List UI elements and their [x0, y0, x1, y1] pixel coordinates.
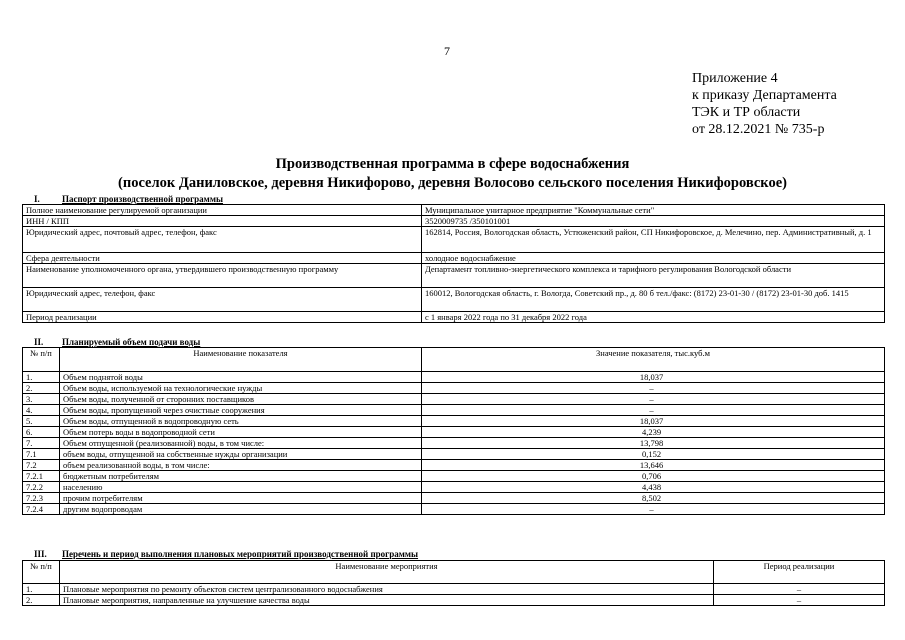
appendix-line-3: ТЭК и ТР области [692, 105, 801, 120]
indicator-name: Объем потерь воды в водопроводной сети [60, 427, 422, 438]
table-row [23, 383, 885, 394]
indicator-value: 4,438 [422, 482, 885, 493]
indicator-name: Объем воды, отпущенной в водопроводную сеть [60, 416, 422, 427]
document-subtitle: (поселок Даниловское, деревня Никифорово, деревня Волосово сельского поселения Никифоровское) [118, 175, 787, 191]
indicator-name: Объем воды, пропущенной через очистные сооружения [60, 405, 422, 416]
indicator-value: 18,037 [422, 416, 885, 427]
passport-value: Департамент топливно-энергетического комплекса и тарифного регулирования Вологодской области [422, 264, 885, 288]
column-header-number: № п/п [23, 348, 60, 372]
section-3-number: III. [34, 549, 47, 559]
passport-label: Наименование уполномоченного органа, утвердившего производственную программу [23, 264, 422, 288]
row-number: 2. [23, 595, 60, 606]
row-number: 7.1 [23, 449, 60, 460]
passport-value: 3520009735 /350101001 [422, 216, 885, 227]
table-row [23, 504, 885, 515]
table-row [23, 372, 885, 383]
table-row [23, 427, 885, 438]
measure-name: Плановые мероприятия, направленные на улучшение качества воды [60, 595, 714, 606]
table-row [23, 405, 885, 416]
table-row [23, 253, 885, 264]
table-row [23, 288, 885, 312]
indicator-value: – [422, 383, 885, 394]
section-1-heading [34, 194, 223, 204]
section-2-title: Планируемый объем подачи воды [62, 337, 201, 347]
passport-label: Сфера деятельности [23, 253, 422, 264]
passport-label: ИНН / КПП [23, 216, 422, 227]
passport-table [22, 204, 885, 323]
indicator-value: – [422, 405, 885, 416]
table-row [23, 394, 885, 405]
appendix-line-1: Приложение 4 [692, 71, 778, 86]
row-number: 7. [23, 438, 60, 449]
measure-period: – [714, 584, 885, 595]
column-header-period: Период реализации [714, 561, 885, 584]
measure-name: Плановые мероприятия по ремонту объектов систем централизованного водоснабжения [60, 584, 714, 595]
indicator-name: Объем поднятой воды [60, 372, 422, 383]
indicator-name: прочим потребителям [60, 493, 422, 504]
row-number: 4. [23, 405, 60, 416]
indicator-value: 8,502 [422, 493, 885, 504]
passport-label: Период реализации [23, 312, 422, 323]
row-number: 2. [23, 383, 60, 394]
column-header-indicator: Наименование показателя [60, 348, 422, 372]
table-row [23, 482, 885, 493]
table-row [23, 460, 885, 471]
indicator-value: 0,706 [422, 471, 885, 482]
indicator-value: 13,646 [422, 460, 885, 471]
passport-label: Юридический адрес, почтовый адрес, телефон, факс [23, 227, 422, 253]
water-volume-table [22, 347, 885, 515]
table-row [23, 227, 885, 253]
column-header-number: № п/п [23, 561, 60, 584]
passport-value: 160012, Вологодская область, г. Вологда, Советский пр., д. 80 б тел./факс: (8172) 23-01-30 / (8172) 23-01-30 доб. 1415 [422, 288, 885, 312]
indicator-name: Объем отпущенной (реализованной) воды, в том числе: [60, 438, 422, 449]
appendix-line-2: к приказу Департамента [692, 88, 837, 103]
column-header-measure: Наименование мероприятия [60, 561, 714, 584]
page-number: 7 [444, 44, 450, 58]
row-number: 1. [23, 372, 60, 383]
passport-value: 162814, Россия, Вологодская область, Устюженский район, СП Никифоровское, д. Мелечино, пер. Административный, д. 1 [422, 227, 885, 253]
passport-label: Полное наименование регулируемой организации [23, 205, 422, 216]
table-row [23, 449, 885, 460]
indicator-name: бюджетным потребителям [60, 471, 422, 482]
section-2-heading [34, 337, 200, 347]
indicator-value: 0,152 [422, 449, 885, 460]
row-number: 7.2.4 [23, 504, 60, 515]
table-row [23, 205, 885, 216]
section-2-number: II. [34, 337, 44, 347]
table-row [23, 312, 885, 323]
row-number: 7.2.3 [23, 493, 60, 504]
indicator-value: 4,239 [422, 427, 885, 438]
row-number: 1. [23, 584, 60, 595]
passport-value: Муниципальное унитарное предприятие "Коммунальные сети" [422, 205, 885, 216]
row-number: 5. [23, 416, 60, 427]
table-row [23, 264, 885, 288]
appendix-block [692, 70, 837, 138]
indicator-name: населению [60, 482, 422, 493]
table-row [23, 493, 885, 504]
indicator-value: – [422, 504, 885, 515]
indicator-name: Объем воды, используемой на технологические нужды [60, 383, 422, 394]
measure-period: – [714, 595, 885, 606]
row-number: 7.2.1 [23, 471, 60, 482]
passport-label: Юридический адрес, телефон, факс [23, 288, 422, 312]
table-row [23, 471, 885, 482]
indicator-value: – [422, 394, 885, 405]
row-number: 7.2 [23, 460, 60, 471]
section-3-title: Перечень и период выполнения плановых мероприятий производственной программы [62, 549, 419, 559]
passport-value: холодное водоснабжение [422, 253, 885, 264]
indicator-value: 13,798 [422, 438, 885, 449]
table-header-row [23, 348, 885, 372]
column-header-value: Значение показателя, тыс.куб.м [422, 348, 885, 372]
section-1-number: I. [34, 194, 40, 204]
indicator-value: 18,037 [422, 372, 885, 383]
indicator-name: Объем воды, полученной от сторонних поставщиков [60, 394, 422, 405]
row-number: 7.2.2 [23, 482, 60, 493]
measures-table [22, 560, 885, 606]
appendix-line-4: от 28.12.2021 № 735-р [692, 122, 825, 137]
section-1-title: Паспорт производственной программы [62, 194, 223, 204]
indicator-name: другим водопроводам [60, 504, 422, 515]
table-row [23, 216, 885, 227]
table-row [23, 416, 885, 427]
table-row [23, 595, 885, 606]
document-title: Производственная программа в сфере водоснабжения [275, 156, 630, 172]
table-row [23, 438, 885, 449]
table-row [23, 584, 885, 595]
section-3-heading [34, 549, 418, 559]
passport-value: с 1 января 2022 года по 31 декабря 2022 года [422, 312, 885, 323]
indicator-name: объем реализованной воды, в том числе: [60, 460, 422, 471]
row-number: 3. [23, 394, 60, 405]
indicator-name: объем воды, отпущенной на собственные нужды организации [60, 449, 422, 460]
table-header-row [23, 561, 885, 584]
row-number: 6. [23, 427, 60, 438]
